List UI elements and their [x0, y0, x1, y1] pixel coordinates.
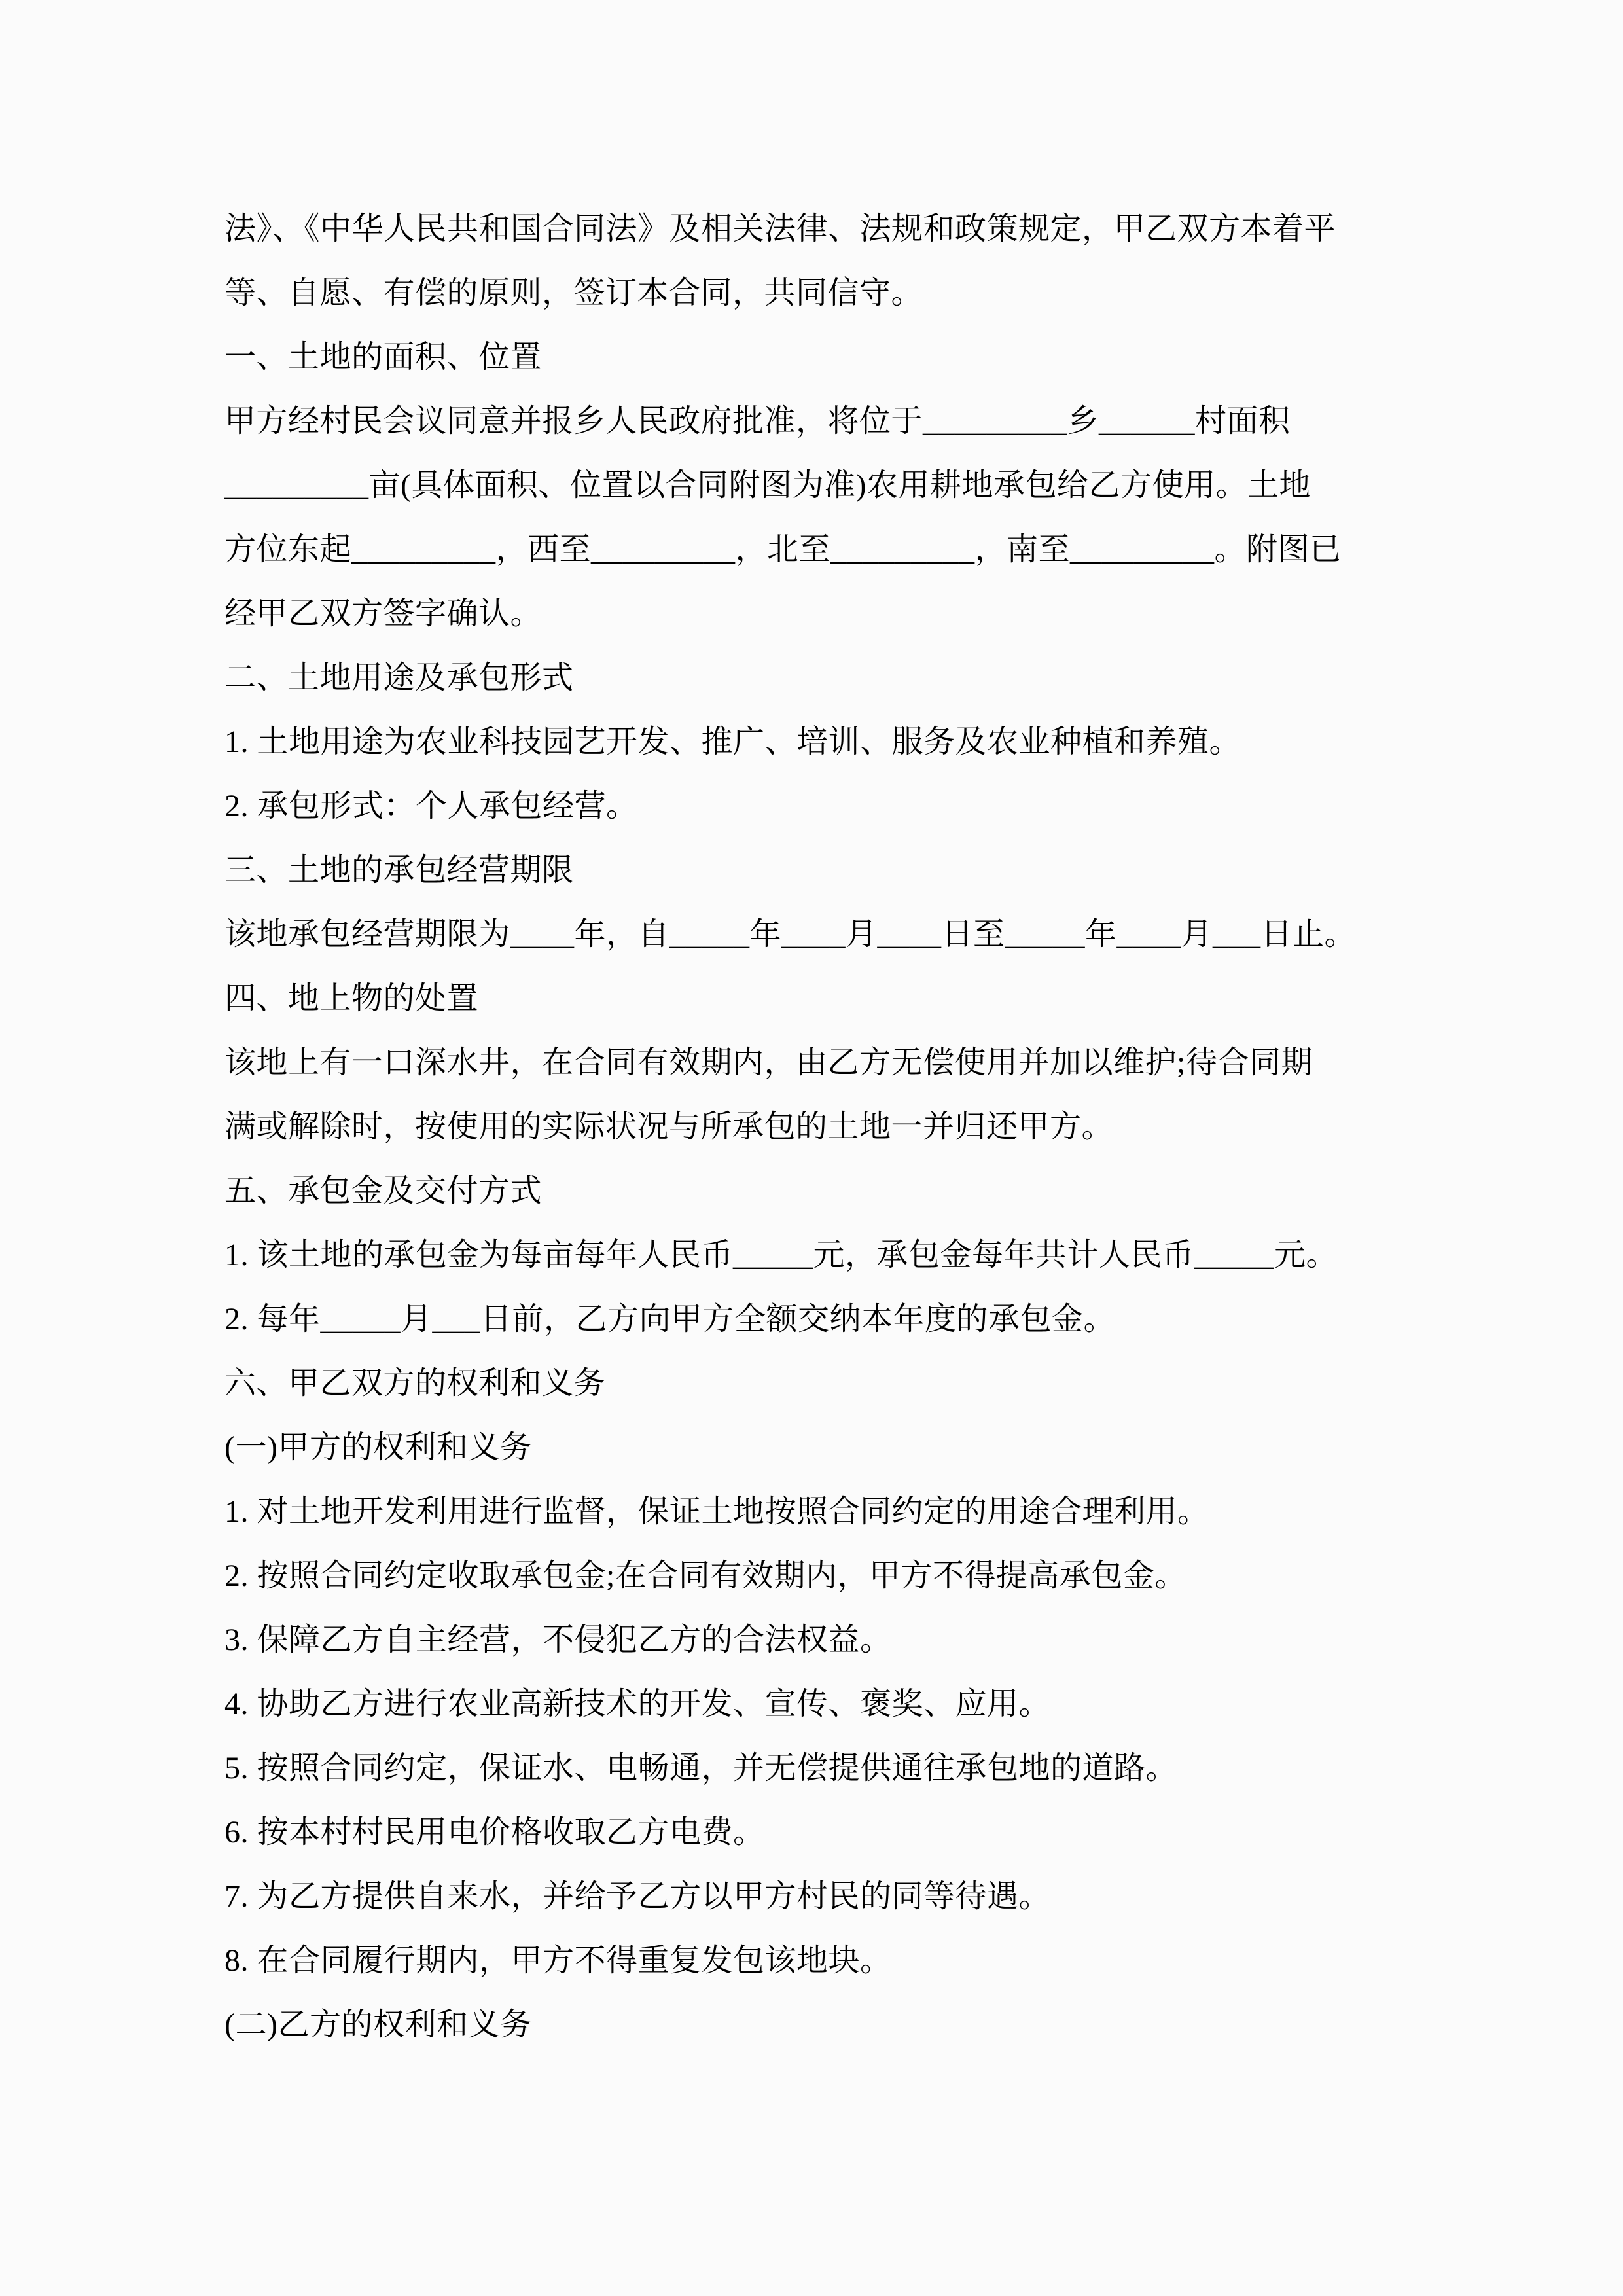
- paragraph-line: 满或解除时，按使用的实际状况与所承包的土地一并归还甲方。: [224, 1109, 1114, 1144]
- numbered-item: 7. 为乙方提供自来水，并给予乙方以甲方村民的同等待遇。: [224, 1879, 1051, 1914]
- section-heading-2: 二、土地用途及承包形式: [224, 660, 574, 695]
- section-heading-1: 一、土地的面积、位置: [224, 340, 543, 374]
- paragraph-line: _________亩(具体面积、位置以合同附图为准)农用耕地承包给乙方使用。土地: [224, 468, 1311, 503]
- paragraph-line: 经甲乙双方签字确认。: [224, 596, 543, 631]
- numbered-item: 2. 每年_____月___日前，乙方向甲方全额交纳本年度的承包金。: [224, 1302, 1116, 1336]
- paragraph-line: 方位东起_________，西至_________，北至_________，南至_________。附图已: [224, 532, 1342, 567]
- numbered-item: 1. 对土地开发利用进行监督，保证土地按照合同约定的用途合理利用。: [224, 1494, 1209, 1529]
- numbered-item: 1. 该土地的承包金为每亩每年人民币_____元，承包金每年共计人民币_____元。: [224, 1238, 1338, 1272]
- paragraph-line: 法》、《中华人民共和国合同法》及相关法律、法规和政策规定，甲乙双方本着平: [224, 211, 1336, 246]
- document-body: [224, 197, 1402, 2057]
- section-heading-3: 三、土地的承包经营期限: [224, 853, 574, 888]
- paragraph-line: 该地承包经营期限为____年，自_____年____月____日至_____年____月___日止。: [224, 917, 1357, 952]
- numbered-item: 8. 在合同履行期内，甲方不得重复发包该地块。: [224, 1943, 892, 1978]
- numbered-item: 5. 按照合同约定，保证水、电畅通，并无偿提供通往承包地的道路。: [224, 1751, 1178, 1785]
- paragraph-line: 甲方经村民会议同意并报乡人民政府批准，将位于_________乡______村面积: [224, 404, 1291, 439]
- numbered-item: 1. 土地用途为农业科技园艺开发、推广、培训、服务及农业种植和养殖。: [224, 725, 1241, 759]
- subsection-heading: (二)乙方的权利和义务: [224, 2007, 532, 2042]
- section-heading-5: 五、承包金及交付方式: [224, 1174, 543, 1208]
- numbered-item: 6. 按本村村民用电价格收取乙方电费。: [224, 1815, 765, 1850]
- numbered-item: 3. 保障乙方自主经营，不侵犯乙方的合法权益。: [224, 1623, 892, 1657]
- numbered-item: 4. 协助乙方进行农业高新技术的开发、宣传、褒奖、应用。: [224, 1687, 1051, 1721]
- subsection-heading: (一)甲方的权利和义务: [224, 1430, 532, 1465]
- paragraph-line: 该地上有一口深水井，在合同有效期内，由乙方无偿使用并加以维护;待合同期: [224, 1045, 1313, 1080]
- paragraph-line: 等、自愿、有偿的原则，签订本合同，共同信守。: [224, 276, 923, 310]
- section-heading-6: 六、甲乙双方的权利和义务: [224, 1366, 606, 1401]
- numbered-item: 2. 承包形式：个人承包经营。: [224, 789, 638, 823]
- numbered-item: 2. 按照合同约定收取承包金;在合同有效期内，甲方不得提高承包金。: [224, 1558, 1186, 1593]
- section-heading-4: 四、地上物的处置: [224, 981, 479, 1016]
